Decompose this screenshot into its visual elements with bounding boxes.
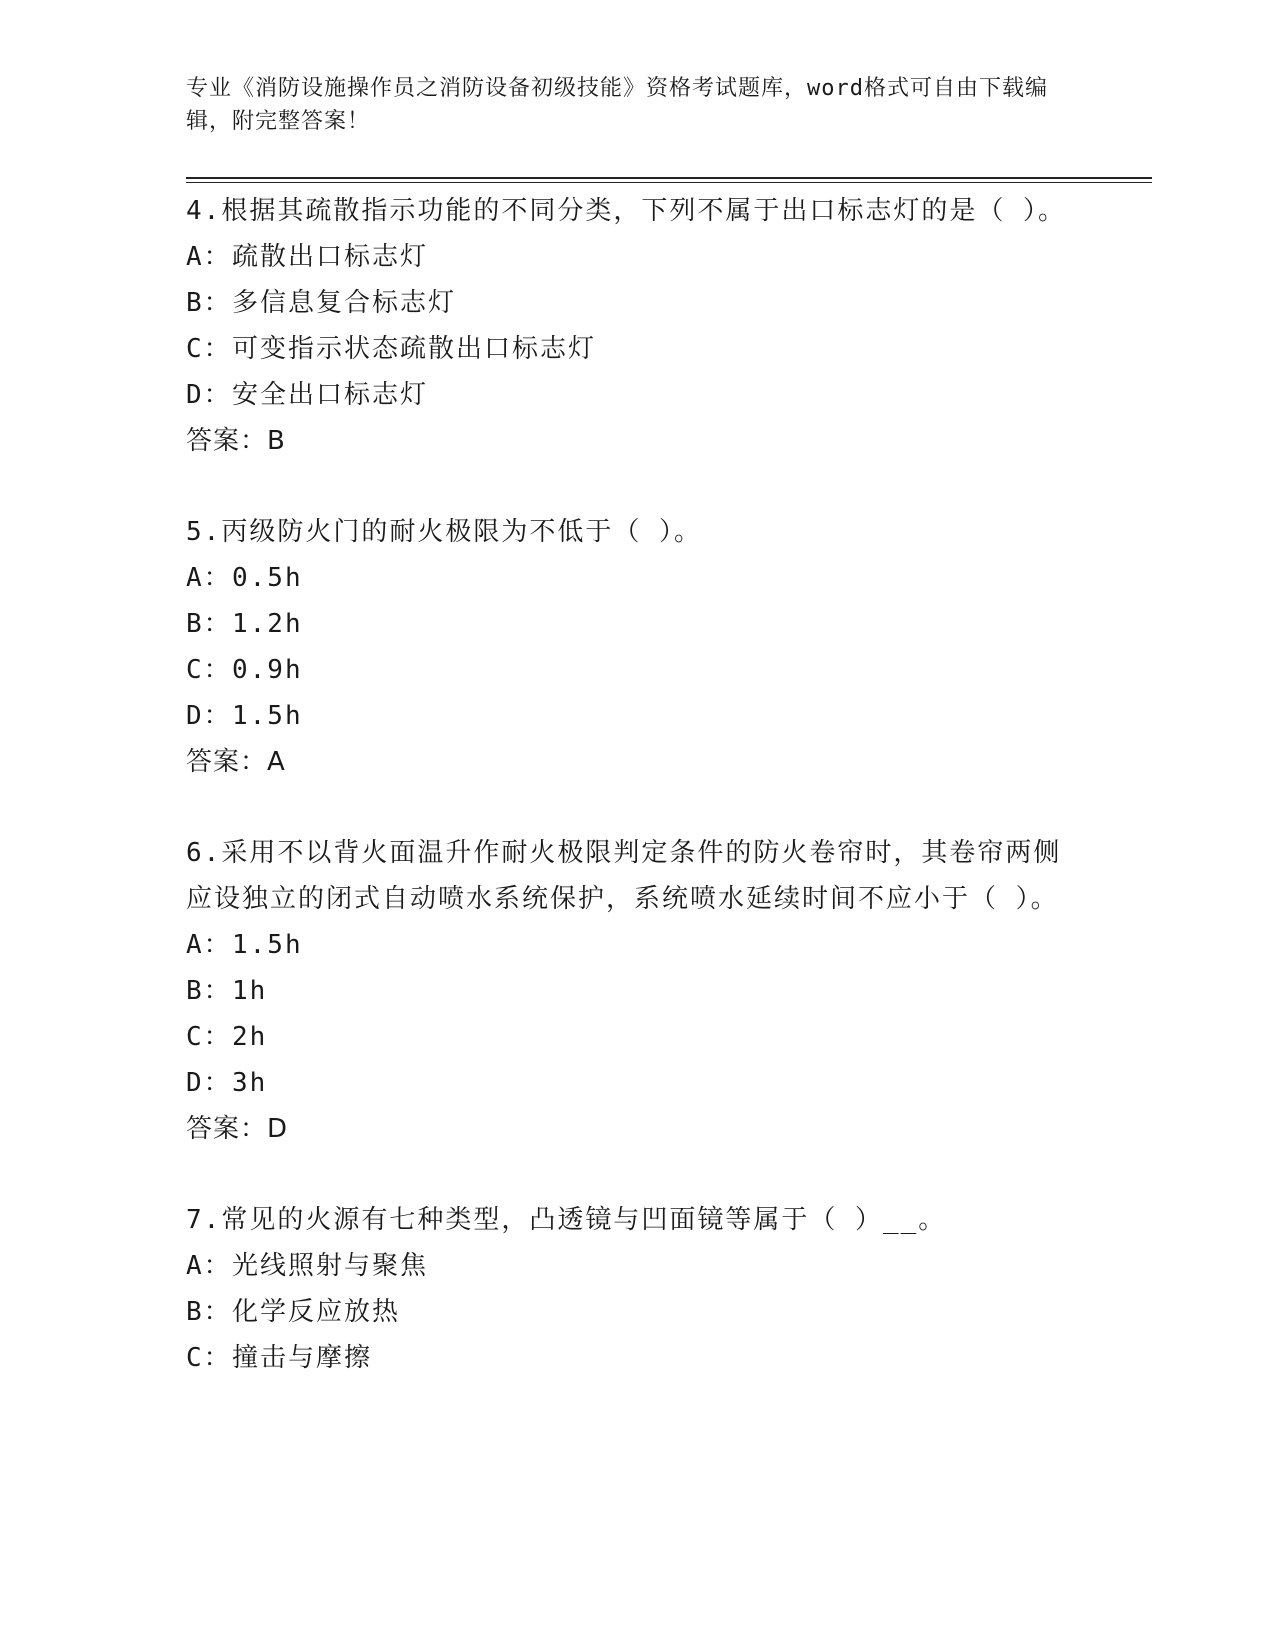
option-letter: B： [186, 976, 232, 1006]
option-letter: D： [186, 1068, 232, 1098]
document-header [186, 72, 1066, 138]
option-text: 1.5h [232, 701, 303, 731]
option-text: 1h [232, 976, 268, 1006]
option-letter: D： [186, 380, 232, 410]
option-a [186, 922, 1086, 968]
option-d [186, 372, 1086, 418]
option-text: 0.9h [232, 655, 303, 685]
option-letter: B： [186, 1297, 232, 1327]
header-intro: 专业《消防设施操作员之消防设备初级技能》资格考试题库，word格式可自由下载编辑，附完整答案！ [186, 76, 1048, 134]
option-c [186, 1335, 1086, 1381]
option-text: 3h [232, 1068, 268, 1098]
option-letter: D： [186, 701, 232, 731]
option-text: 化学反应放热 [232, 1297, 401, 1327]
question-text: 采用不以背火面温升作耐火极限判定条件的防火卷帘时，其卷帘两侧应设独立的闭式自动喷水系统保护，系统喷水延续时间不应小于（ ）。 [186, 838, 1062, 914]
option-letter: C： [186, 334, 232, 364]
question-number: 4. [186, 196, 222, 226]
option-letter: A： [186, 1251, 232, 1281]
option-text: 光线照射与聚焦 [232, 1251, 429, 1281]
answer: 答案：D [186, 1114, 289, 1144]
option-b [186, 1289, 1086, 1335]
question-text: 丙级防火门的耐火极限为不低于（ ）。 [221, 517, 702, 547]
question-list [186, 188, 1086, 1426]
option-c [186, 647, 1086, 693]
option-d [186, 693, 1086, 739]
answer: 答案：B [186, 426, 286, 456]
option-text: 疏散出口标志灯 [232, 242, 429, 272]
option-c [186, 1014, 1086, 1060]
answer: 答案：A [186, 747, 286, 777]
option-b [186, 968, 1086, 1014]
question-text: 根据其疏散指示功能的不同分类，下列不属于出口标志灯的是（ ）。 [221, 196, 1066, 226]
option-letter: C： [186, 655, 232, 685]
question-5 [186, 509, 1086, 785]
option-letter: B： [186, 609, 232, 639]
question-4 [186, 188, 1086, 464]
option-letter: C： [186, 1022, 232, 1052]
option-text: 多信息复合标志灯 [232, 288, 457, 318]
question-number: 5. [186, 517, 222, 547]
option-text: 撞击与摩擦 [232, 1343, 373, 1373]
question-number: 6. [186, 838, 222, 868]
option-text: 可变指示状态疏散出口标志灯 [232, 334, 597, 364]
question-text: 常见的火源有七种类型，凸透镜与凹面镜等属于（ ）__。 [221, 1205, 947, 1235]
question-7 [186, 1197, 1086, 1381]
option-letter: C： [186, 1343, 232, 1373]
option-a [186, 555, 1086, 601]
header-divider-thick [186, 177, 1152, 179]
option-letter: B： [186, 288, 232, 318]
option-a [186, 1243, 1086, 1289]
option-text: 1.5h [232, 930, 303, 960]
option-text: 安全出口标志灯 [232, 380, 429, 410]
option-b [186, 601, 1086, 647]
option-a [186, 234, 1086, 280]
question-number: 7. [186, 1205, 222, 1235]
option-letter: A： [186, 930, 232, 960]
option-text: 2h [232, 1022, 268, 1052]
option-d [186, 1060, 1086, 1106]
option-letter: A： [186, 563, 232, 593]
question-6 [186, 830, 1086, 1152]
option-text: 1.2h [232, 609, 303, 639]
option-letter: A： [186, 242, 232, 272]
header-divider-thin [186, 182, 1152, 183]
option-c [186, 326, 1086, 372]
option-b [186, 280, 1086, 326]
option-text: 0.5h [232, 563, 303, 593]
